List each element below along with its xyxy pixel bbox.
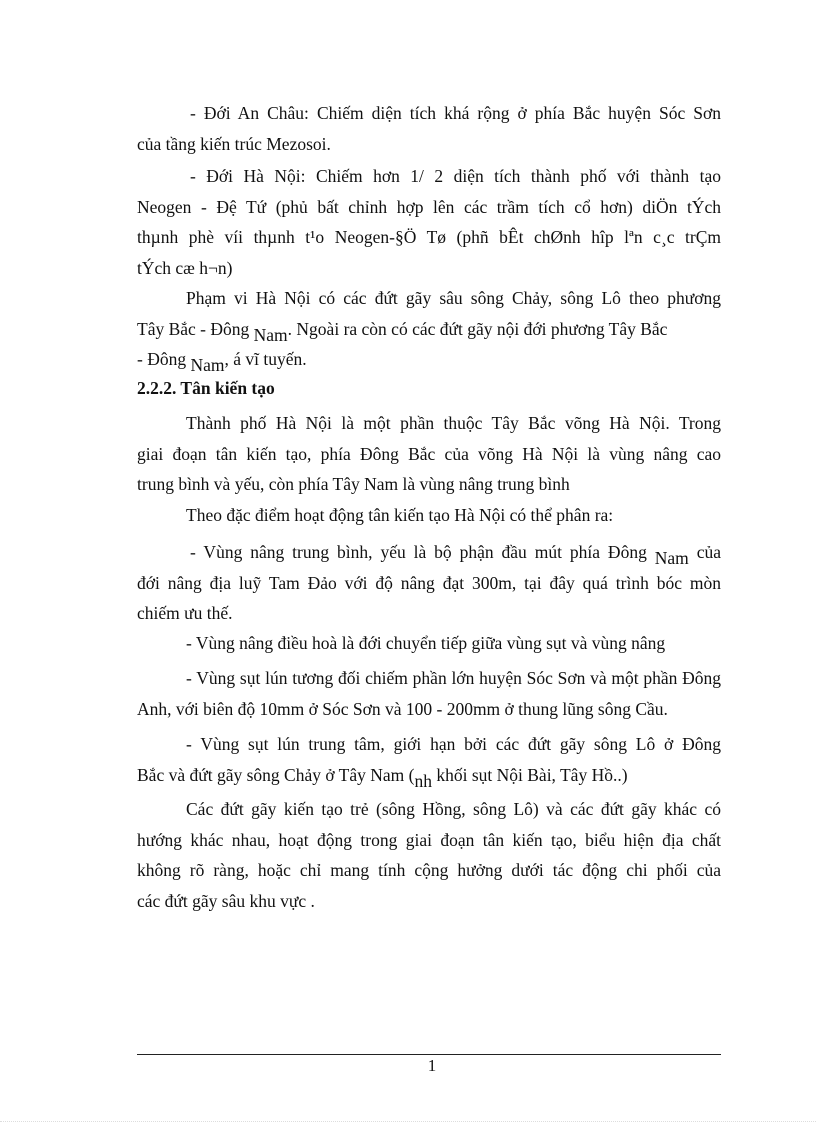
text-fragment: - Vùng nâng trung bình, yếu là bộ phận đầu mút phía Đông <box>190 542 655 562</box>
paragraph-young-faults <box>137 794 721 916</box>
paragraph-faults <box>137 283 721 375</box>
text-line: giai đoạn tân kiến tạo, phía Đông Bắc của võng Hà Nội là vùng nâng cao <box>137 443 721 464</box>
paragraph-ha-noi-zone <box>137 161 721 283</box>
text-line <box>137 760 721 791</box>
text-line: Thành phố Hà Nội là một phần thuộc Tây Bắc võng Hà Nội. Trong <box>186 413 721 433</box>
page-number: 1 <box>427 1056 437 1075</box>
paragraph-medium-uplift <box>137 537 721 629</box>
text-line: thµnh phè víi thµnh t¹o Neogen-§Ö Tø (phñ bÊt chØnh hîp lªn c¸c trÇm <box>137 227 721 247</box>
text-line: không rõ ràng, hoặc chỉ mang tính cộng hưởng dưới tác động chi phối của <box>137 860 721 880</box>
text-line: - Vùng nâng điều hoà là đới chuyển tiếp giữa vùng sụt và vùng nâng <box>186 633 666 653</box>
section-heading: 2.2.2. Tân kiến tạo <box>137 378 275 398</box>
text-line: - Đới An Châu: Chiếm diện tích khá rộng ở phía Bắc huyện Sóc Sơn <box>190 103 721 123</box>
paragraph-relative-subsidence <box>137 663 721 724</box>
paragraph-an-chau <box>137 98 721 159</box>
text-fragment: khối sụt Nội Bài, Tây Hồ..) <box>431 764 628 785</box>
text-line: Anh, với biên độ 10mm ở Sóc Sơn và 100 - 200mm ở thung lũng sông Cầu. <box>137 698 668 719</box>
text-line: chiếm ưu thế. <box>137 603 233 623</box>
paragraph-classification <box>137 500 721 531</box>
text-line: Các đứt gãy kiến tạo trẻ (sông Hồng, sông Lô) và các đứt gãy khác có <box>186 799 721 819</box>
text-line <box>137 344 721 375</box>
text-line: - Vùng sụt lún tương đối chiếm phần lớn huyện Sóc Sơn và một phần Đông <box>186 668 721 688</box>
text-fragment: , á vĩ tuyến. <box>224 349 307 369</box>
text-fragment: của <box>688 542 721 562</box>
text-line: của tầng kiến trúc Mezosoi. <box>137 133 331 154</box>
text-fragment: Bắc và đứt gãy sông Chảy ở Tây Nam ( <box>137 764 415 785</box>
text-line: - Đới Hà Nội: Chiếm hơn 1/ 2 diện tích thành phố với thành tạo <box>190 166 721 186</box>
paragraph-transition-zone <box>137 628 721 659</box>
text-line: Neogen - Đệ Tứ (phủ bất chỉnh hợp lên các trầm tích cổ hơn) diÖn tÝch <box>137 196 721 217</box>
paragraph-central-subsidence <box>137 729 721 790</box>
footer-divider <box>137 1054 721 1055</box>
text-fragment: - Đông <box>137 349 191 369</box>
text-fragment-lowered: Nam <box>190 355 225 375</box>
text-line: đới nâng địa luỹ Tam Đảo với độ nâng đạt 300m, tại đây quá trình bóc mòn <box>137 572 721 593</box>
text-line: hướng khác nhau, hoạt động trong giai đoạn tân kiến tạo, biểu hiện địa chất <box>137 829 721 850</box>
text-fragment-lowered: Nam <box>654 548 689 568</box>
text-fragment: Tây Bắc - Đông <box>137 318 254 339</box>
page-edge-divider <box>0 1121 816 1122</box>
text-line: Phạm vi Hà Nội có các đứt gãy sâu sông Chảy, sông Lô theo phương <box>186 288 721 308</box>
text-fragment-lowered: nh <box>414 770 432 791</box>
text-line <box>137 314 721 345</box>
text-line: tÝch cæ h¬n) <box>137 257 233 278</box>
text-line <box>137 537 721 568</box>
text-fragment-lowered: Nam <box>253 324 288 345</box>
text-fragment: . Ngoài ra còn có các đứt gãy nội đới phương Tây Bắc <box>287 318 668 339</box>
text-line: trung bình và yếu, còn phía Tây Nam là vùng nâng trung bình <box>137 474 570 494</box>
text-line: các đứt gãy sâu khu vực . <box>137 890 315 911</box>
text-line: - Vùng sụt lún trung tâm, giới hạn bởi các đứt gãy sông Lô ở Đông <box>186 734 721 754</box>
paragraph-neotectonics-intro <box>137 408 721 500</box>
text-line: Theo đặc điểm hoạt động tân kiến tạo Hà Nội có thể phân ra: <box>186 505 614 525</box>
